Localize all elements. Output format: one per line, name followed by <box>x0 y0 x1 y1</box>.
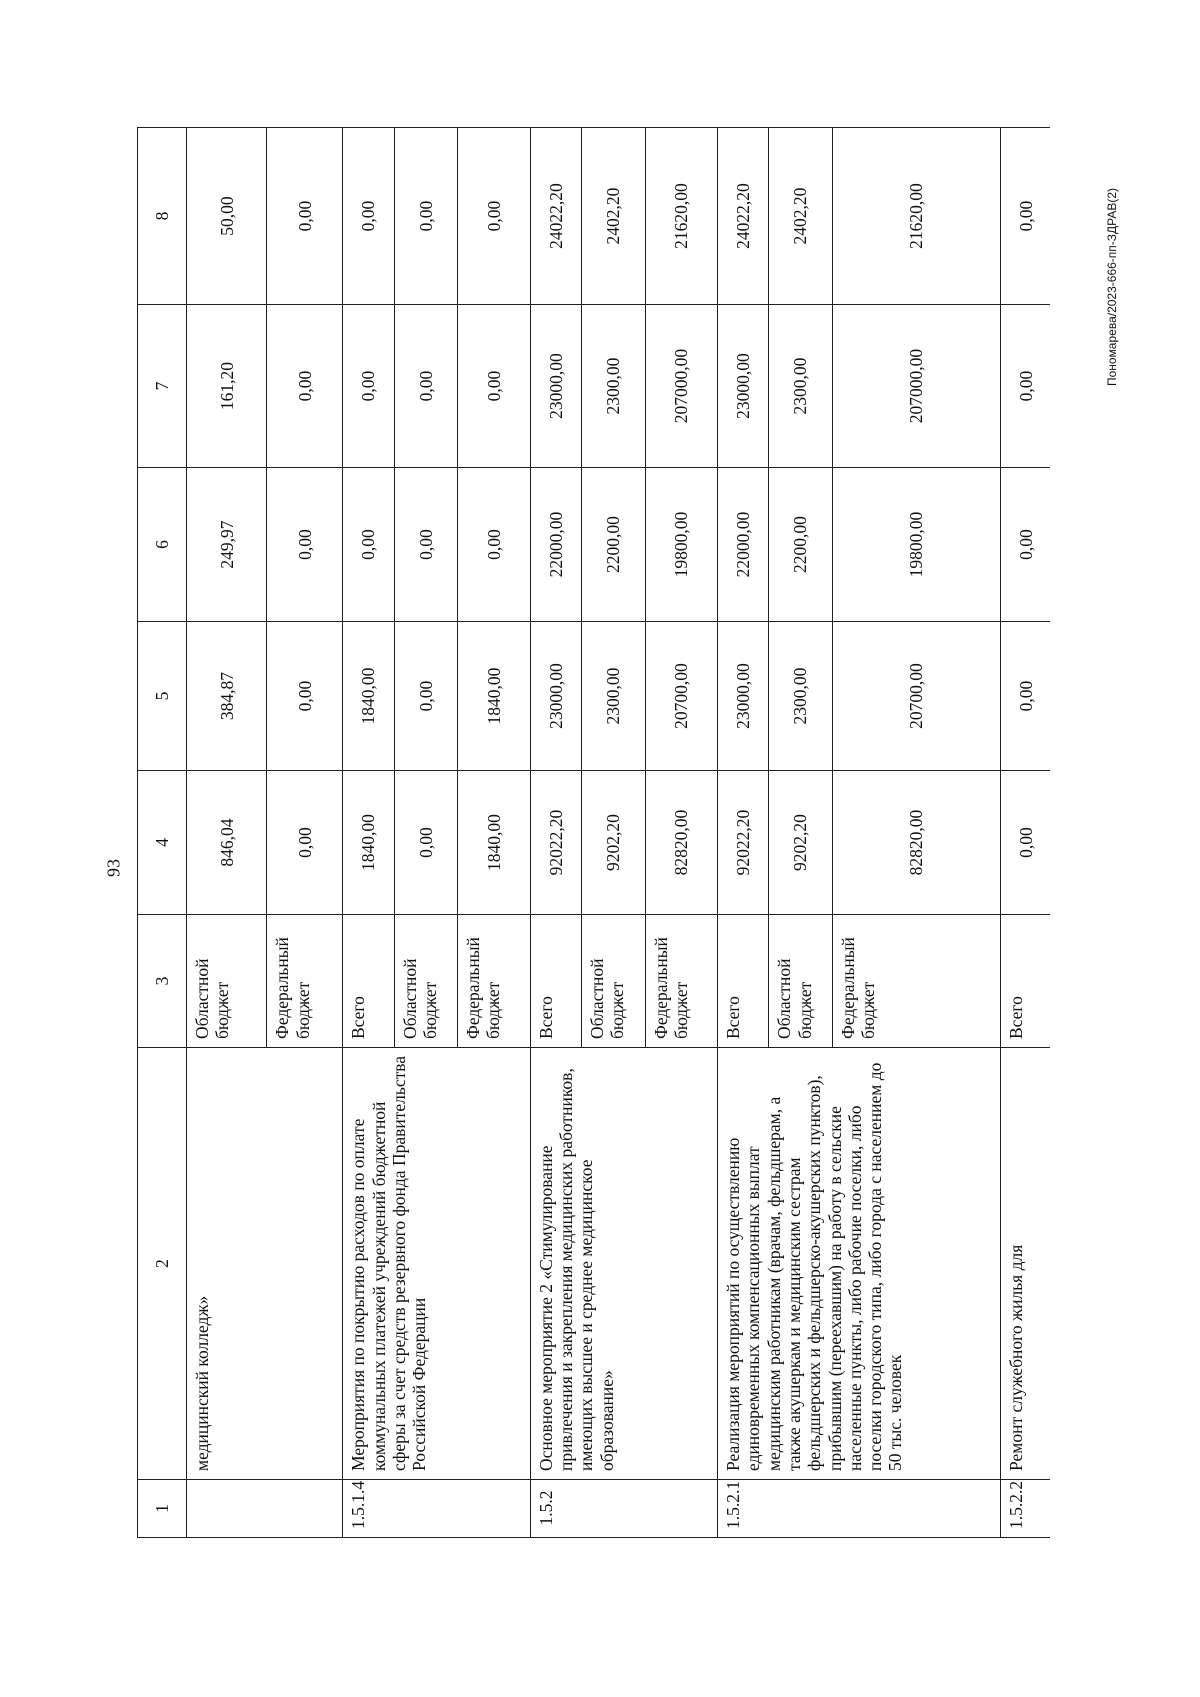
value-cell-v5: 20700,00 <box>645 622 718 771</box>
value-cell-v6: 249,97 <box>187 468 267 622</box>
funding-source: Всего <box>343 915 394 1048</box>
value-cell-v4: 82820,00 <box>645 771 718 915</box>
header-row <box>138 128 187 1538</box>
header-cell: 4 <box>138 771 187 915</box>
value-cell-v8: 21620,00 <box>645 128 718 305</box>
item-title: Ремонт служебного жилья для <box>1001 1048 1050 1480</box>
value-cell-v8: 24022,20 <box>718 128 769 305</box>
value-cell-v5: 23000,00 <box>718 622 769 771</box>
value-cell-v4: 0,00 <box>394 771 458 915</box>
value-cell-v4: 9202,20 <box>581 771 645 915</box>
value-cell-v8: 50,00 <box>187 128 267 305</box>
table-body <box>138 128 1051 1538</box>
header-cell: 8 <box>138 128 187 305</box>
value-cell-v7: 0,00 <box>458 305 531 468</box>
header-cell: 7 <box>138 305 187 468</box>
value-cell-v8: 0,00 <box>267 128 343 305</box>
item-code: 1.5.2.2 <box>1001 1480 1050 1538</box>
value-cell-v5: 1840,00 <box>343 622 394 771</box>
value-cell-v5: 1840,00 <box>458 622 531 771</box>
value-cell-v4: 0,00 <box>267 771 343 915</box>
value-cell-v7: 0,00 <box>1001 305 1050 468</box>
item-title: Основное мероприятие 2 «Стимулирование привлечения и закрепления медицинских работников, имеющих высшее и среднее медицинское образование» <box>530 1048 717 1480</box>
funding-source: Федеральный бюджет <box>267 915 343 1048</box>
value-cell-v8: 2402,20 <box>581 128 645 305</box>
table-row <box>530 128 581 1538</box>
value-cell-v6: 2200,00 <box>581 468 645 622</box>
page-number: 93 <box>103 859 124 877</box>
item-code: 1.5.1.4 <box>343 1480 530 1538</box>
funding-source: Всего <box>718 915 769 1048</box>
value-cell-v4: 82820,00 <box>832 771 1000 915</box>
funding-source: Федеральный бюджет <box>832 915 1000 1048</box>
value-cell-v5: 384,87 <box>187 622 267 771</box>
item-title: медицинский колледж» <box>187 1048 343 1480</box>
value-cell-v6: 0,00 <box>267 468 343 622</box>
value-cell-v8: 0,00 <box>1001 128 1050 305</box>
value-cell-v8: 21620,00 <box>832 128 1000 305</box>
funding-source: Областной бюджет <box>769 915 833 1048</box>
value-cell-v4: 92022,20 <box>718 771 769 915</box>
funding-source: Областной бюджет <box>394 915 458 1048</box>
value-cell-v6: 22000,00 <box>718 468 769 622</box>
value-cell-v4: 92022,20 <box>530 771 581 915</box>
value-cell-v7: 207000,00 <box>645 305 718 468</box>
header-cell: 3 <box>138 915 187 1048</box>
funding-source: Федеральный бюджет <box>458 915 531 1048</box>
value-cell-v6: 0,00 <box>394 468 458 622</box>
value-cell-v6: 0,00 <box>1001 468 1050 622</box>
value-cell-v5: 2300,00 <box>581 622 645 771</box>
funding-source: Федеральный бюджет <box>645 915 718 1048</box>
item-title: Реализация мероприятий по осуществлению единовременных компенсационных выплат медицинским работникам (врачам, фельдшерам, а также акушеркам и медицинским сестрам фельдшерских и фельдшерско-акушерских пунктов), прибывшим (переехавшим) на работу в сельские населенные пункты, либо рабочие поселки, либо поселки городского типа, либо города с населением до 50 тыс. человек <box>718 1048 1001 1480</box>
value-cell-v7: 161,20 <box>187 305 267 468</box>
value-cell-v8: 24022,20 <box>530 128 581 305</box>
table-row <box>1001 128 1050 1538</box>
value-cell-v5: 23000,00 <box>530 622 581 771</box>
value-cell-v8: 0,00 <box>343 128 394 305</box>
header-cell: 6 <box>138 468 187 622</box>
value-cell-v7: 2300,00 <box>581 305 645 468</box>
value-cell-v6: 0,00 <box>343 468 394 622</box>
value-cell-v4: 846,04 <box>187 771 267 915</box>
rotated-table-container <box>137 128 1050 1538</box>
value-cell-v5: 20700,00 <box>832 622 1000 771</box>
header-cell: 1 <box>138 1480 187 1538</box>
document-code: Пономарева/2023-666-пп-ЗДРАВ(2) <box>1105 187 1119 387</box>
item-code: 1.5.2.1 <box>718 1480 1001 1538</box>
funding-source: Всего <box>530 915 581 1048</box>
value-cell-v5: 0,00 <box>267 622 343 771</box>
value-cell-v4: 0,00 <box>1001 771 1050 915</box>
item-code <box>187 1480 343 1538</box>
value-cell-v4: 9202,20 <box>769 771 833 915</box>
value-cell-v7: 0,00 <box>267 305 343 468</box>
value-cell-v7: 0,00 <box>394 305 458 468</box>
value-cell-v6: 2200,00 <box>769 468 833 622</box>
table-row <box>343 128 394 1538</box>
value-cell-v5: 0,00 <box>1001 622 1050 771</box>
item-code: 1.5.2 <box>530 1480 717 1538</box>
value-cell-v8: 0,00 <box>394 128 458 305</box>
value-cell-v4: 1840,00 <box>343 771 394 915</box>
value-cell-v4: 1840,00 <box>458 771 531 915</box>
value-cell-v6: 22000,00 <box>530 468 581 622</box>
value-cell-v6: 19800,00 <box>645 468 718 622</box>
funding-source: Областной бюджет <box>187 915 267 1048</box>
value-cell-v5: 0,00 <box>394 622 458 771</box>
value-cell-v7: 0,00 <box>343 305 394 468</box>
value-cell-v7: 23000,00 <box>718 305 769 468</box>
budget-table <box>137 127 1050 1538</box>
value-cell-v8: 2402,20 <box>769 128 833 305</box>
value-cell-v7: 2300,00 <box>769 305 833 468</box>
item-title: Мероприятия по покрытию расходов по оплате коммунальных платежей учреждений бюджетной сферы за счет средств резервного фонда Правительства Российской Федерации <box>343 1048 530 1480</box>
value-cell-v6: 0,00 <box>458 468 531 622</box>
funding-source: Всего <box>1001 915 1050 1048</box>
value-cell-v7: 207000,00 <box>832 305 1000 468</box>
header-cell: 5 <box>138 622 187 771</box>
header-cell: 2 <box>138 1048 187 1480</box>
funding-source: Областной бюджет <box>581 915 645 1048</box>
value-cell-v7: 23000,00 <box>530 305 581 468</box>
value-cell-v8: 0,00 <box>458 128 531 305</box>
table-row <box>718 128 769 1538</box>
value-cell-v6: 19800,00 <box>832 468 1000 622</box>
table-row <box>187 128 267 1538</box>
value-cell-v5: 2300,00 <box>769 622 833 771</box>
